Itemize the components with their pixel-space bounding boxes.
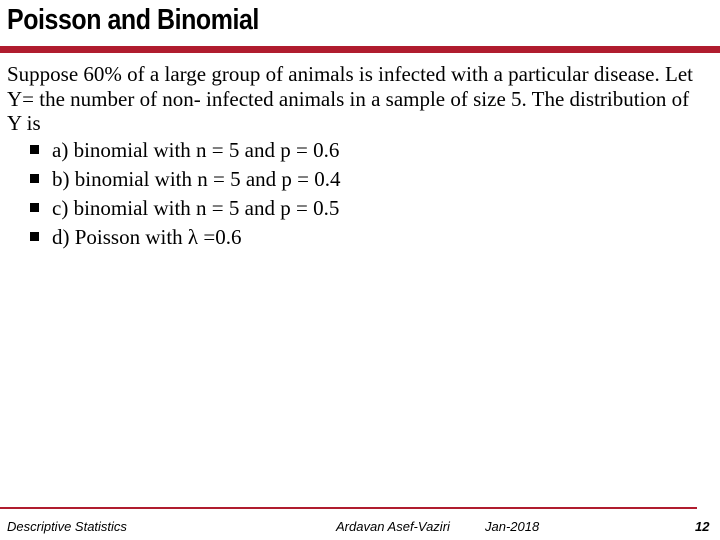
footer-divider: [0, 507, 697, 509]
question-text: Suppose 60% of a large group of animals is infected with a particular disease. Let Y= the number of non- infected animals in a sample of size 5. The distribution of Y is: [7, 62, 693, 135]
option-b: [7, 165, 707, 194]
option-label: a) binomial with n = 5 and p = 0.6: [52, 137, 340, 162]
square-bullet-icon: [30, 203, 39, 212]
square-bullet-icon: [30, 232, 39, 241]
footer-author: Ardavan Asef-Vaziri: [336, 519, 450, 534]
page-number: 12: [695, 519, 710, 534]
option-d: [7, 223, 707, 252]
option-label: d) Poisson with λ =0.6: [52, 224, 242, 249]
square-bullet-icon: [30, 145, 39, 154]
title-divider: [0, 46, 720, 53]
options-list: [7, 136, 707, 252]
option-c: [7, 194, 707, 223]
option-label: c) binomial with n = 5 and p = 0.5: [52, 195, 340, 220]
option-a: [7, 136, 707, 165]
slide-title: Poisson and Binomial: [7, 4, 259, 36]
footer-date: Jan-2018: [485, 519, 540, 534]
option-label: b) binomial with n = 5 and p = 0.4: [52, 166, 341, 191]
slide-body: [7, 62, 707, 252]
square-bullet-icon: [30, 174, 39, 183]
footer-course: Descriptive Statistics: [7, 519, 127, 534]
